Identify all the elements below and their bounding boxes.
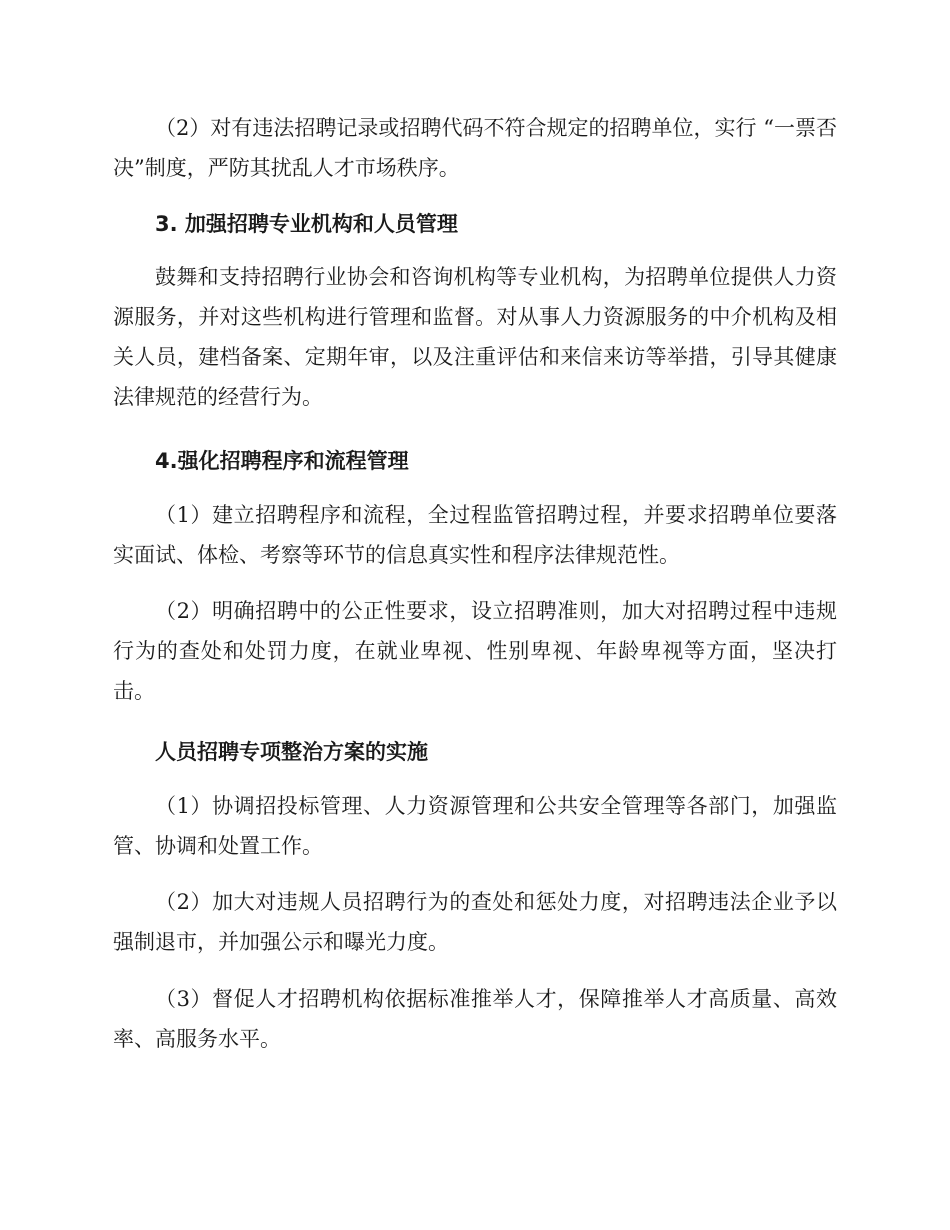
- paragraph-one-vote-veto: （2）对有违法招聘记录或招聘代码不符合规定的招聘单位，实行 “一票否决”制度，严防其扰乱人才市场秩序。: [113, 116, 837, 180]
- paragraph-department-coordination: （1）协调招投标管理、人力资源管理和公共安全管理等各部门，加强监管、协调和处置工作。: [113, 794, 837, 858]
- heading-implementation: 人员招聘专项整治方案的实施: [155, 740, 428, 764]
- paragraph-fairness-requirements: （2）明确招聘中的公正性要求，设立招聘准则，加大对招聘过程中违规行为的查处和处罚力度，在就业卑视、性别卑视、年龄卑视等方面，坚决打击。: [113, 599, 837, 703]
- heading-professional-agency-management: 3. 加强招聘专业机构和人员管理: [155, 212, 458, 236]
- paragraph-penalty-enforcement: （2）加大对违规人员招聘行为的查处和惩处力度，对招聘违法企业予以强制退市，并加强公示和曝光力度。: [113, 890, 837, 954]
- paragraph-procedure-establishment: （1）建立招聘程序和流程，全过程监管招聘过程，并要求招聘单位要落实面试、体检、考察等环节的信息真实性和程序法律规范性。: [113, 503, 837, 567]
- heading-recruitment-procedure-management: 4.强化招聘程序和流程管理: [155, 449, 409, 473]
- paragraph-professional-agencies: 鼓舞和支持招聘行业协会和咨询机构等专业机构，为招聘单位提供人力资源服务，并对这些机构进行管理和监督。对从事人力资源服务的中介机构及相关人员，建档备案、定期年审，以及注重评估和来信来访等举措，引导其健康法律规范的经营行为。: [113, 265, 837, 409]
- paragraph-talent-recommendation: （3）督促人才招聘机构依据标准推举人才，保障推举人才高质量、高效率、高服务水平。: [113, 987, 837, 1051]
